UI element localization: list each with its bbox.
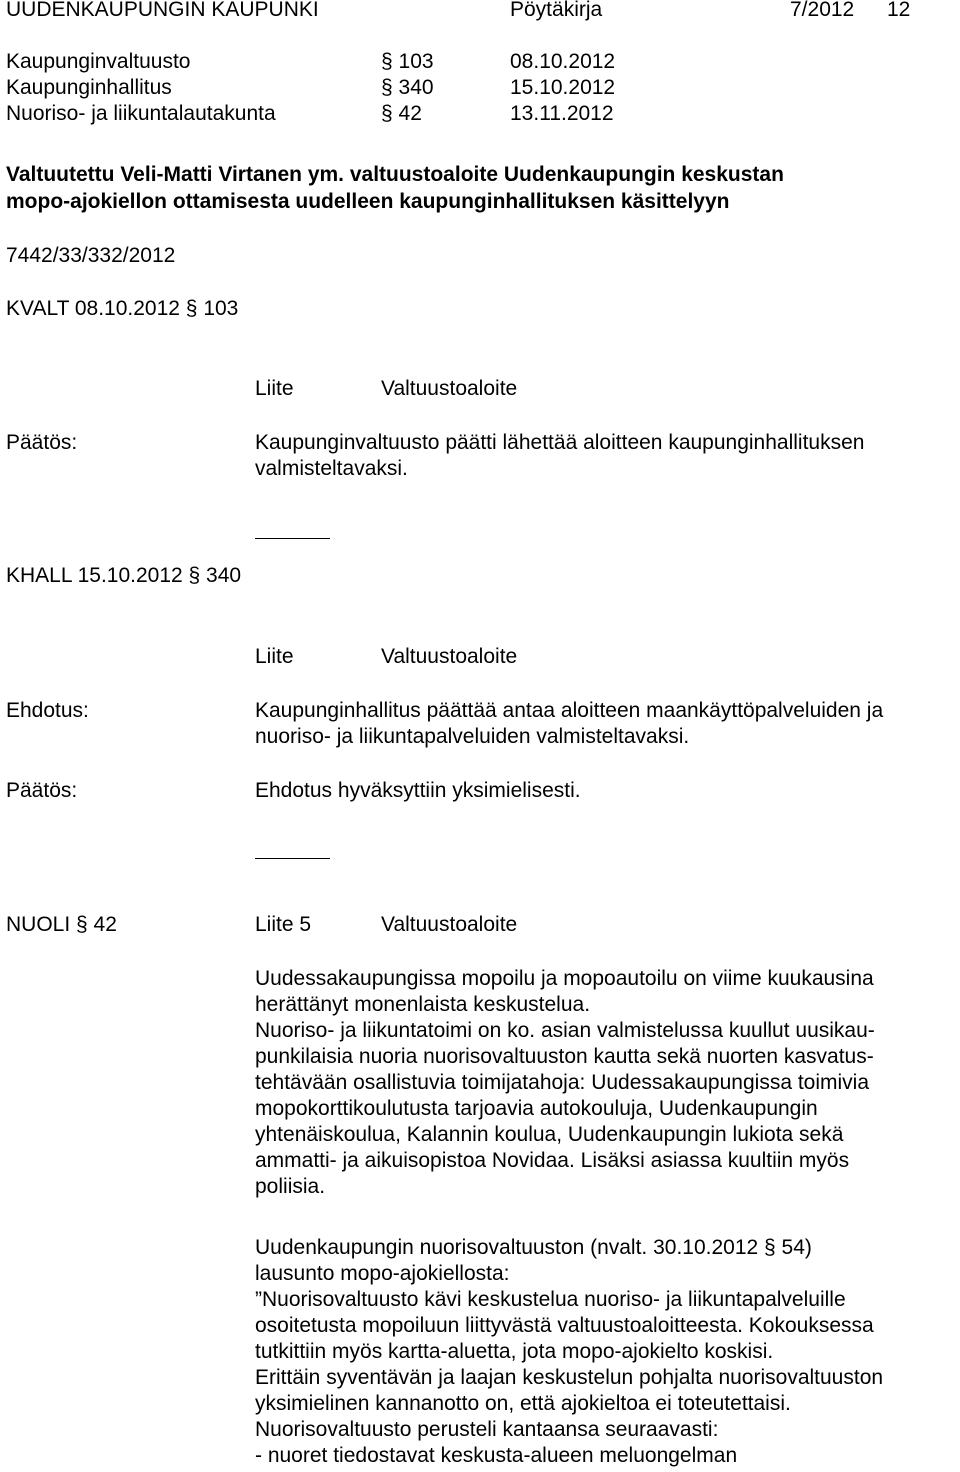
meeting-body: Nuoriso- ja liikuntalautakunta [6,102,276,125]
attachment-label: Liite [255,377,294,400]
attachment-value: Valtuustoaloite [381,913,518,936]
paragraph-line: ”Nuorisovaltuusto kävi keskustelua nuoriso- ja liikuntapalveluille [255,1288,846,1311]
meeting-section: § 42 [381,102,422,125]
meeting-section: § 103 [381,50,434,73]
paragraph-line: Nuoriso- ja liikuntatoimi on ko. asian valmistelussa kuullut uusikau- [255,1019,875,1042]
decision-label: Päätös: [6,779,78,802]
document-title-line1: Valtuutettu Veli-Matti Virtanen ym. valtuustoaloite Uudenkaupungin keskustan [6,163,784,186]
paragraph-line: Uudenkaupungin nuorisovaltuuston (nvalt. 30.10.2012 § 54) [255,1236,812,1259]
paragraph-line: herättänyt monenlaista keskustelua. [255,993,591,1016]
paragraph-line: osoitetusta mopoiluun liittyvästä valtuustoaloitteesta. Kokouksessa [255,1314,874,1337]
paragraph-line: tehtävään osallistuvia toimijatahoja: Uudessakaupungissa toimivia [255,1071,870,1094]
proposal-text-line2: nuoriso- ja liikuntapalveluiden valmisteltavaksi. [255,725,690,748]
attachment-label: Liite 5 [255,913,312,936]
paragraph-line: ammatti- ja aikuisopistoa Novidaa. Lisäksi asiassa kuultiin myös [255,1149,850,1172]
paragraph-line: yksimielinen kannanotto on, että ajokieltoa ei toteutettaisi. [255,1392,791,1415]
meeting-section: § 340 [381,76,434,99]
meeting-body: Kaupunginhallitus [6,76,172,99]
paragraph-line: Uudessakaupungissa mopoilu ja mopoautoilu on viime kuukausina [255,967,874,990]
paragraph-line: - nuoret tiedostavat keskusta-alueen meluongelman [255,1444,738,1467]
paragraph-line: Erittäin syventävän ja laajan keskustelun pohjalta nuorisovaltuuston [255,1366,884,1389]
proposal-text-line1: Kaupunginhallitus päättää antaa aloitteen maankäyttöpalveluiden ja [255,699,884,722]
meeting-date: 08.10.2012 [510,50,616,73]
decision-text: Ehdotus hyväksyttiin yksimielisesti. [255,779,581,802]
diary-number: 7442/33/332/2012 [6,244,176,267]
paragraph-line: punkilaisia nuoria nuorisovaltuuston kautta sekä nuorten kasvatus- [255,1045,874,1068]
khall-heading: KHALL 15.10.2012 § 340 [6,564,242,587]
document-type: Pöytäkirja [510,0,603,21]
paragraph-line: Nuorisovaltuusto perusteli kantaansa seuraavasti: [255,1418,719,1441]
nuoli-heading: NUOLI § 42 [6,913,117,936]
issue-number: 7/2012 [790,0,855,21]
decision-label: Päätös: [6,431,78,454]
meeting-date: 15.10.2012 [510,76,616,99]
municipality-name: UUDENKAUPUNGIN KAUPUNKI [6,0,319,21]
paragraph-line: yhtenäiskoulua, Kalannin koulua, Uudenkaupungin lukiota sekä [255,1123,844,1146]
meeting-date: 13.11.2012 [510,102,614,125]
decision-text-line1: Kaupunginvaltuusto päätti lähettää aloitteen kaupunginhallituksen [255,431,865,454]
body-paragraph-1 [255,966,875,1200]
paragraph-line: tutkittiin myös kartta-aluetta, jota mopo-ajokielto koskisi. [255,1340,774,1363]
body-paragraph-2 [255,1235,883,1469]
paragraph-line: mopokorttikoulutusta tarjoavia autokouluja, Uudenkaupungin [255,1097,818,1120]
attachment-label: Liite [255,645,294,668]
paragraph-line: lausunto mopo-ajokiellosta: [255,1262,510,1285]
meeting-body: Kaupunginvaltuusto [6,50,191,73]
section-divider [255,538,330,539]
document-title-line2: mopo-ajokiellon ottamisesta uudelleen kaupunginhallituksen käsittelyyn [6,190,730,213]
proposal-label: Ehdotus: [6,699,89,722]
section-divider [255,858,330,859]
page-number: 12 [887,0,911,21]
attachment-value: Valtuustoaloite [381,645,518,668]
attachment-value: Valtuustoaloite [381,377,518,400]
paragraph-line: poliisia. [255,1175,326,1198]
decision-text-line2: valmisteltavaksi. [255,457,408,480]
kvalt-heading: KVALT 08.10.2012 § 103 [6,297,239,320]
